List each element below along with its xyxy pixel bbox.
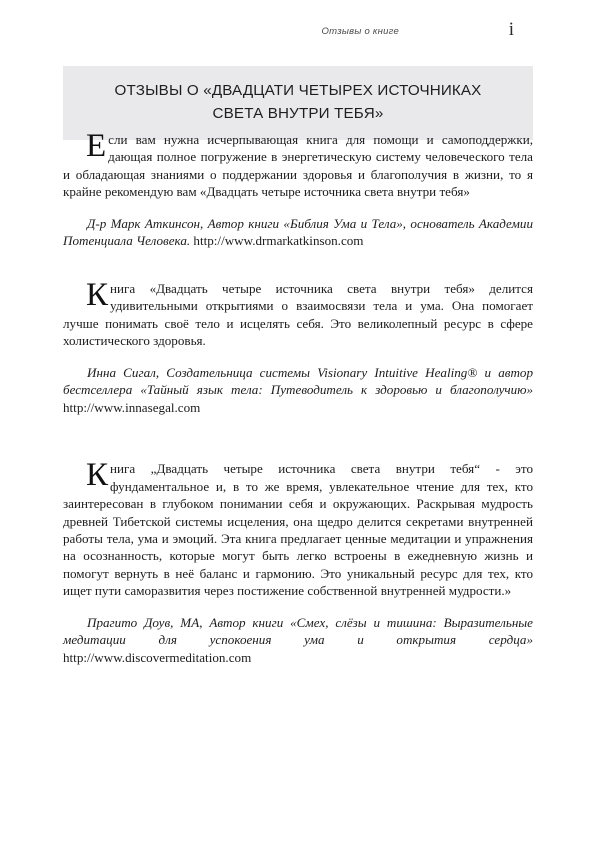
testimonial-source: Инна Сигал, Создательница системы Visionary Intuitive Healing® и автор бестселлера «Тайный язык тела: Путеводитель к здоровью и благополучию» bbox=[63, 364, 533, 398]
testimonial-quote bbox=[63, 276, 533, 350]
testimonial-url[interactable]: http://www.drmarkatkinson.com bbox=[193, 233, 364, 249]
testimonial-url[interactable]: http://www.discovermeditation.com bbox=[63, 649, 252, 665]
testimonial-item bbox=[63, 276, 533, 416]
running-head-title: Отзывы о книге bbox=[321, 26, 399, 37]
testimonial-quote-text: нига „Двадцать четыре источника света внутри тебя“ - это фундаментальное и, в то же время, увлекательное чтение для тех, кто заинтересован в глубоком понимании себя и окружающих. Раскрывая мудрость древней Тибетской системы исцеления, она щедро делится секретами внутренней работы тела, ума и эмоций. Эта книга предлагает ценные медитации и упражнения на осознанность, которые могут быть легко встроены в ежедневную жизнь и помогут вернуть в неё баланс и гармонию. Это уникальный ресурс для тех, кто ищет пути саморазвития через постижение собственной внутренней мудрости.» bbox=[63, 461, 533, 599]
testimonial-quote-text: нига «Двадцать четыре источника света внутри тебя» делится удивительными открытиями о взаимосвязи тела и ума. Она помогает лучше понимать своё тело и исцелять себя. Это великолепный ресурс в сфере холистического здоровья. bbox=[63, 280, 533, 349]
testimonial-url[interactable]: http://www.innasegal.com bbox=[63, 399, 201, 415]
drop-cap: К bbox=[86, 457, 109, 494]
section-title-banner bbox=[63, 66, 533, 140]
testimonial-quote bbox=[63, 457, 533, 600]
testimonial-source: Прагито Доув, МА, Автор книги «Смех, слёзы и тишина: Выразительные медитации для успокоения ума и открытия сердца» bbox=[63, 614, 533, 648]
testimonial-attribution bbox=[63, 614, 533, 666]
drop-cap: К bbox=[86, 276, 109, 313]
testimonial-attribution bbox=[63, 364, 533, 416]
drop-cap: Е bbox=[86, 128, 107, 164]
testimonial-attribution bbox=[63, 215, 533, 250]
testimonial-source: Д-р Марк Аткинсон, Автор книги «Библия Ума и Тела», основатель Академии Потенциала Человека. bbox=[63, 215, 533, 249]
testimonial-item bbox=[63, 128, 533, 250]
testimonial-item bbox=[63, 457, 533, 666]
running-head bbox=[63, 19, 537, 48]
page-title: ОТЗЫВЫ О «ДВАДЦАТИ ЧЕТЫРЕХ ИСТОЧНИКАХ СВЕТА ВНУТРИ ТЕБЯ» bbox=[114, 82, 482, 123]
testimonial-quote bbox=[63, 128, 533, 201]
testimonials-list bbox=[63, 128, 533, 666]
testimonial-quote-text: сли вам нужна исчерпывающая книга для помощи и самоподдержки, дающая полное погружение в энергетическую систему человеческого тела и обладающая знаниями о поддержании здоровья и благополучия в жизни, то я крайне рекомендую вам «Двадцать четыре источника света внутри тебя» bbox=[63, 132, 533, 200]
page-number: i bbox=[508, 19, 514, 40]
